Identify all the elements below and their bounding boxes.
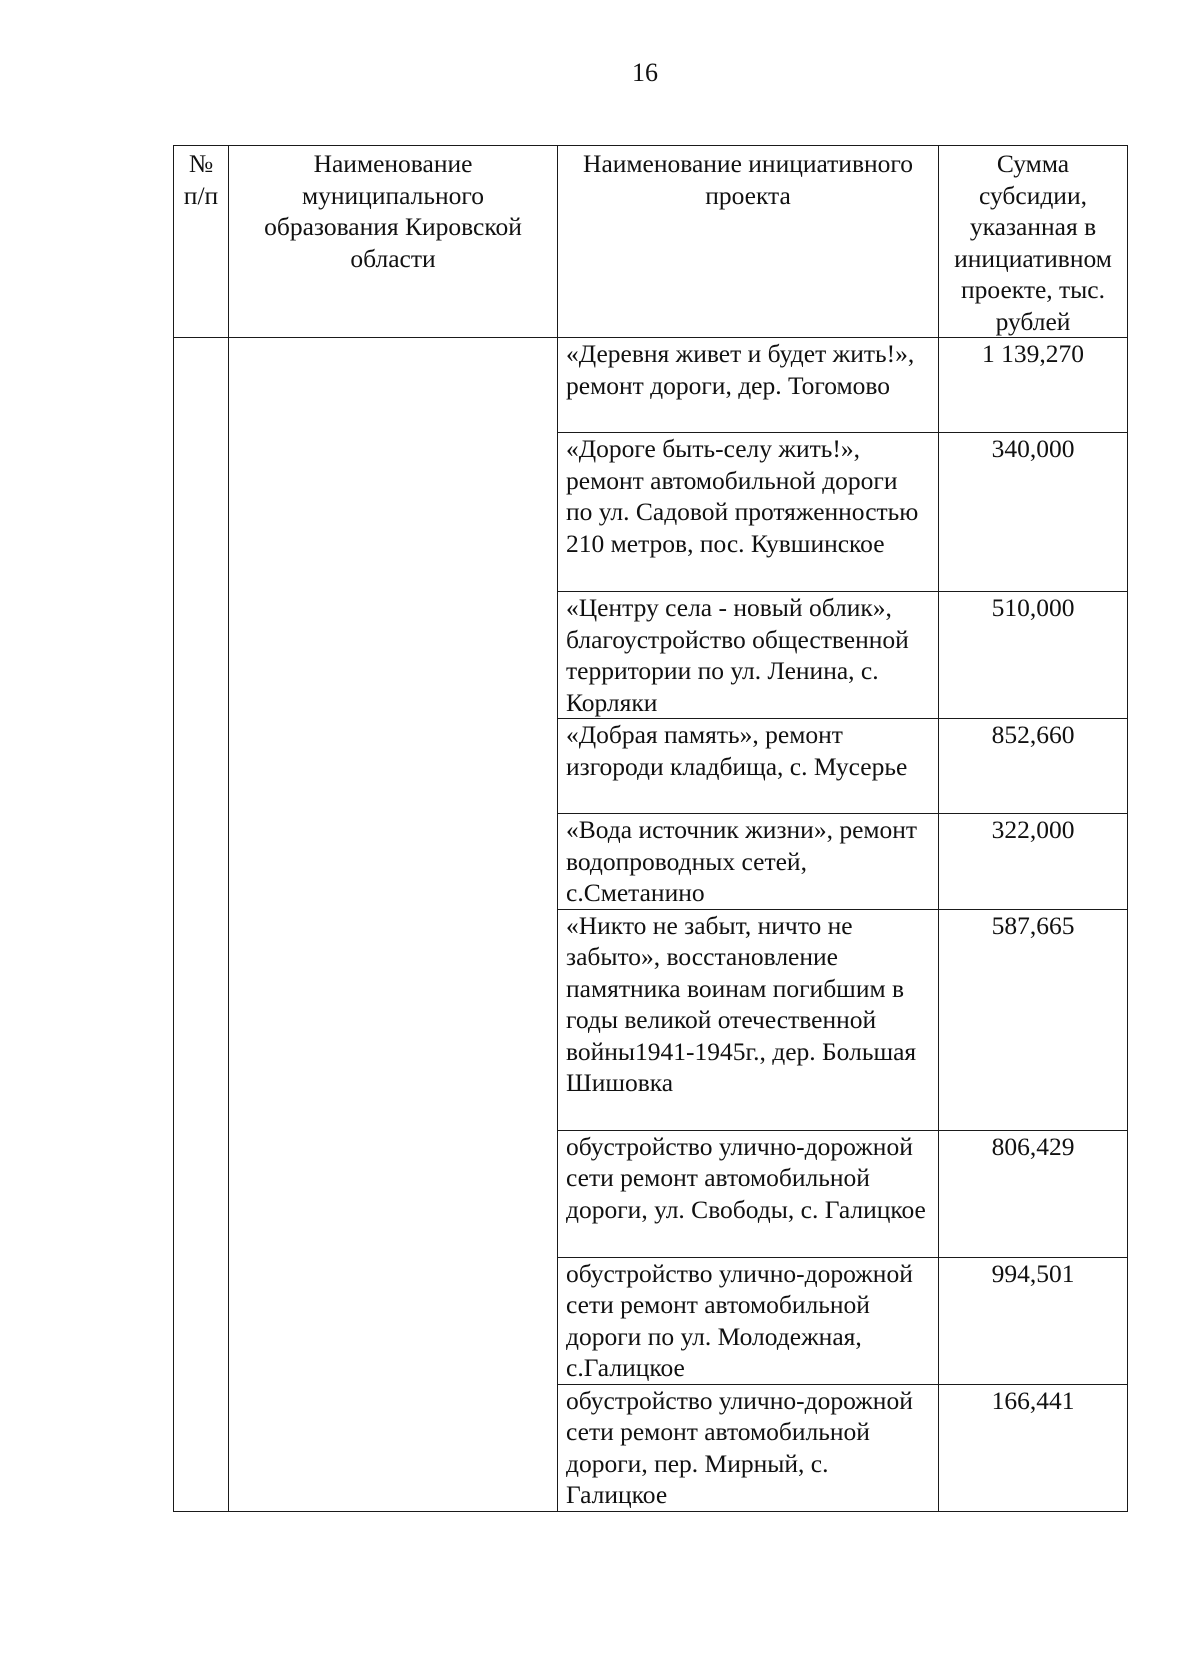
table-row bbox=[174, 338, 1128, 433]
header-amount: Сумма субсидии, указанная в инициативном проекте, тыс. рублей bbox=[939, 146, 1128, 338]
projects-table bbox=[173, 145, 1128, 1512]
project-name-cell: обустройство улично-дорожной сети ремонт автомобильной дороги по ул. Молодежная, с.Галицкое bbox=[558, 1257, 939, 1384]
project-name-cell: «Вода источник жизни», ремонт водопроводных сетей, с.Сметанино bbox=[558, 814, 939, 910]
amount-cell: 510,000 bbox=[939, 592, 1128, 719]
header-project: Наименование инициативного проекта bbox=[558, 146, 939, 338]
project-name-cell: «Центру села - новый облик», благоустройство общественной территории по ул. Ленина, с. Корляки bbox=[558, 592, 939, 719]
amount-cell: 166,441 bbox=[939, 1384, 1128, 1511]
number-cell bbox=[174, 338, 229, 1512]
amount-cell: 340,000 bbox=[939, 433, 1128, 592]
amount-cell: 322,000 bbox=[939, 814, 1128, 910]
amount-cell: 587,665 bbox=[939, 909, 1128, 1130]
municipality-cell bbox=[229, 338, 558, 1512]
header-number: № п/п bbox=[174, 146, 229, 338]
amount-cell: 806,429 bbox=[939, 1130, 1128, 1257]
project-name-cell: «Деревня живет и будет жить!», ремонт дороги, дер. Тогомово bbox=[558, 338, 939, 433]
amount-cell: 994,501 bbox=[939, 1257, 1128, 1384]
page-number: 16 bbox=[632, 58, 658, 87]
project-name-cell: обустройство улично-дорожной сети ремонт автомобильной дороги, пер. Мирный, с. Галицкое bbox=[558, 1384, 939, 1511]
amount-cell: 852,660 bbox=[939, 719, 1128, 814]
project-name-cell: обустройство улично-дорожной сети ремонт автомобильной дороги, ул. Свободы, с. Галицкое bbox=[558, 1130, 939, 1257]
project-name-cell: «Добрая память», ремонт изгороди кладбища, с. Мусерье bbox=[558, 719, 939, 814]
project-name-cell: «Дороге быть-селу жить!», ремонт автомобильной дороги по ул. Садовой протяженностью 210 метров, пос. Кувшинское bbox=[558, 433, 939, 592]
amount-cell: 1 139,270 bbox=[939, 338, 1128, 433]
table-header-row bbox=[174, 146, 1128, 338]
header-municipality: Наименование муниципального образования Кировской области bbox=[229, 146, 558, 338]
project-name-cell: «Никто не забыт, ничто не забыто», восстановление памятника воинам погибшим в годы великой отечественной войны1941-1945г., дер. Большая Шишовка bbox=[558, 909, 939, 1130]
